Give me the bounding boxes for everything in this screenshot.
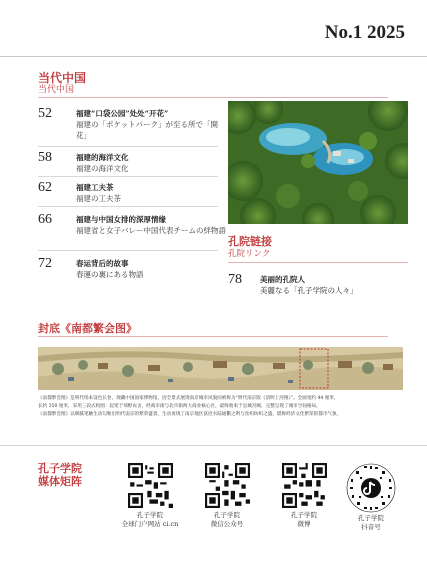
back-cover-painting xyxy=(38,347,403,390)
park-aerial-photo xyxy=(228,101,408,224)
toc-title-jp: 春運の裏にある物語 xyxy=(76,270,144,279)
toc-title-zh: 福建“口袋公园”处处“开花” xyxy=(76,109,169,118)
section-title-back-cover: 封底《南都繁会图》 xyxy=(38,322,137,335)
media-channel-wechat[interactable] xyxy=(187,463,267,529)
media-matrix-title xyxy=(38,462,82,488)
toc-divider xyxy=(38,176,218,177)
toc-title-zh: 福建与中国女排的深厚情缘 xyxy=(76,215,166,224)
section-divider xyxy=(228,262,408,263)
douyin-code-icon xyxy=(346,463,396,513)
header-divider xyxy=(0,56,427,57)
toc-title-jp: 美麗なる「孔子学院の人々」 xyxy=(260,286,358,295)
qr-code-icon xyxy=(128,463,173,508)
toc-title-zh: 美丽的孔院人 xyxy=(260,275,305,284)
media-title-line: 媒体矩阵 xyxy=(38,475,82,488)
media-label: 微信公众号 xyxy=(210,520,244,528)
section-title-institute-link: 孔院链接 xyxy=(228,235,272,248)
toc-title-jp: 福建の海洋文化 xyxy=(76,164,129,173)
media-label: 全球门户网站 ci.cn xyxy=(121,520,179,528)
media-label: 孔子学院 xyxy=(214,511,240,519)
qr-code-icon xyxy=(205,463,250,508)
toc-page-number: 62 xyxy=(38,180,52,195)
section-title-contemporary: 当代中国 xyxy=(38,71,87,85)
issue-number: No.1 2025 xyxy=(324,22,405,43)
section-divider xyxy=(38,336,388,337)
media-label: 孔子学院 xyxy=(137,511,163,519)
media-label: 微博 xyxy=(297,520,311,528)
toc-page-number: 78 xyxy=(228,272,242,287)
toc-title-zh: 福建工夫茶 xyxy=(76,183,114,192)
footer-divider xyxy=(0,445,427,446)
media-label: 孔子学院 xyxy=(358,514,384,522)
toc-page-number: 58 xyxy=(38,150,52,165)
media-channel-douyin[interactable] xyxy=(331,463,411,532)
toc-divider xyxy=(38,146,218,147)
toc-divider xyxy=(38,206,218,207)
painting-caption xyxy=(38,395,404,418)
media-label: 孔子学院 xyxy=(291,511,317,519)
toc-page-number: 66 xyxy=(38,212,52,227)
section-subtitle-institute-link: 孔院リンク xyxy=(228,249,271,259)
toc-title-zh: 春运背后的故事 xyxy=(76,259,129,268)
media-label: 抖音号 xyxy=(361,523,381,531)
toc-page-number: 52 xyxy=(38,106,52,121)
media-title-line: 孔子学院 xyxy=(38,462,82,475)
toc-page-number: 72 xyxy=(38,256,52,271)
toc-divider xyxy=(38,250,218,251)
toc-title-jp: 福建の「ポケットパーク」が至る所で「開花」 xyxy=(76,120,218,140)
qr-code-icon xyxy=(282,463,327,508)
caption-line: 长约 350 厘米，采用三段式构图：起笔于郊野农舍，经商市街与北市街两大商业核心区，最终收束于皇城宫阙，完整呈现了城市空间格局。 xyxy=(38,403,321,409)
caption-line: 《南都繁会图》是明代绢本设色长卷，现藏中国国家博物馆，因全景式展现南京城市风貌而被称为“明代南京版《清明上河图》”。全画宽约 44 厘米， xyxy=(38,396,339,401)
section-subtitle-contemporary: 当代中国 xyxy=(38,85,75,95)
toc-title-jp: 福建の工夫茶 xyxy=(76,194,121,203)
toc-title-zh: 福建的海洋文化 xyxy=(76,153,129,162)
caption-line: 《南都繁会图》以细腻笔触生动勾勒出明代南京的繁荣盛景，生动再现了南京地区富庶水陆通衢之利与丝织纺织之盛，堪称经济文化繁荣的都市气象。 xyxy=(38,411,342,417)
toc-title-jp: 福建省と女子バレー中国代表チームの絆物語 xyxy=(76,226,226,235)
media-channel-website[interactable] xyxy=(110,463,190,529)
section-divider xyxy=(38,97,388,98)
